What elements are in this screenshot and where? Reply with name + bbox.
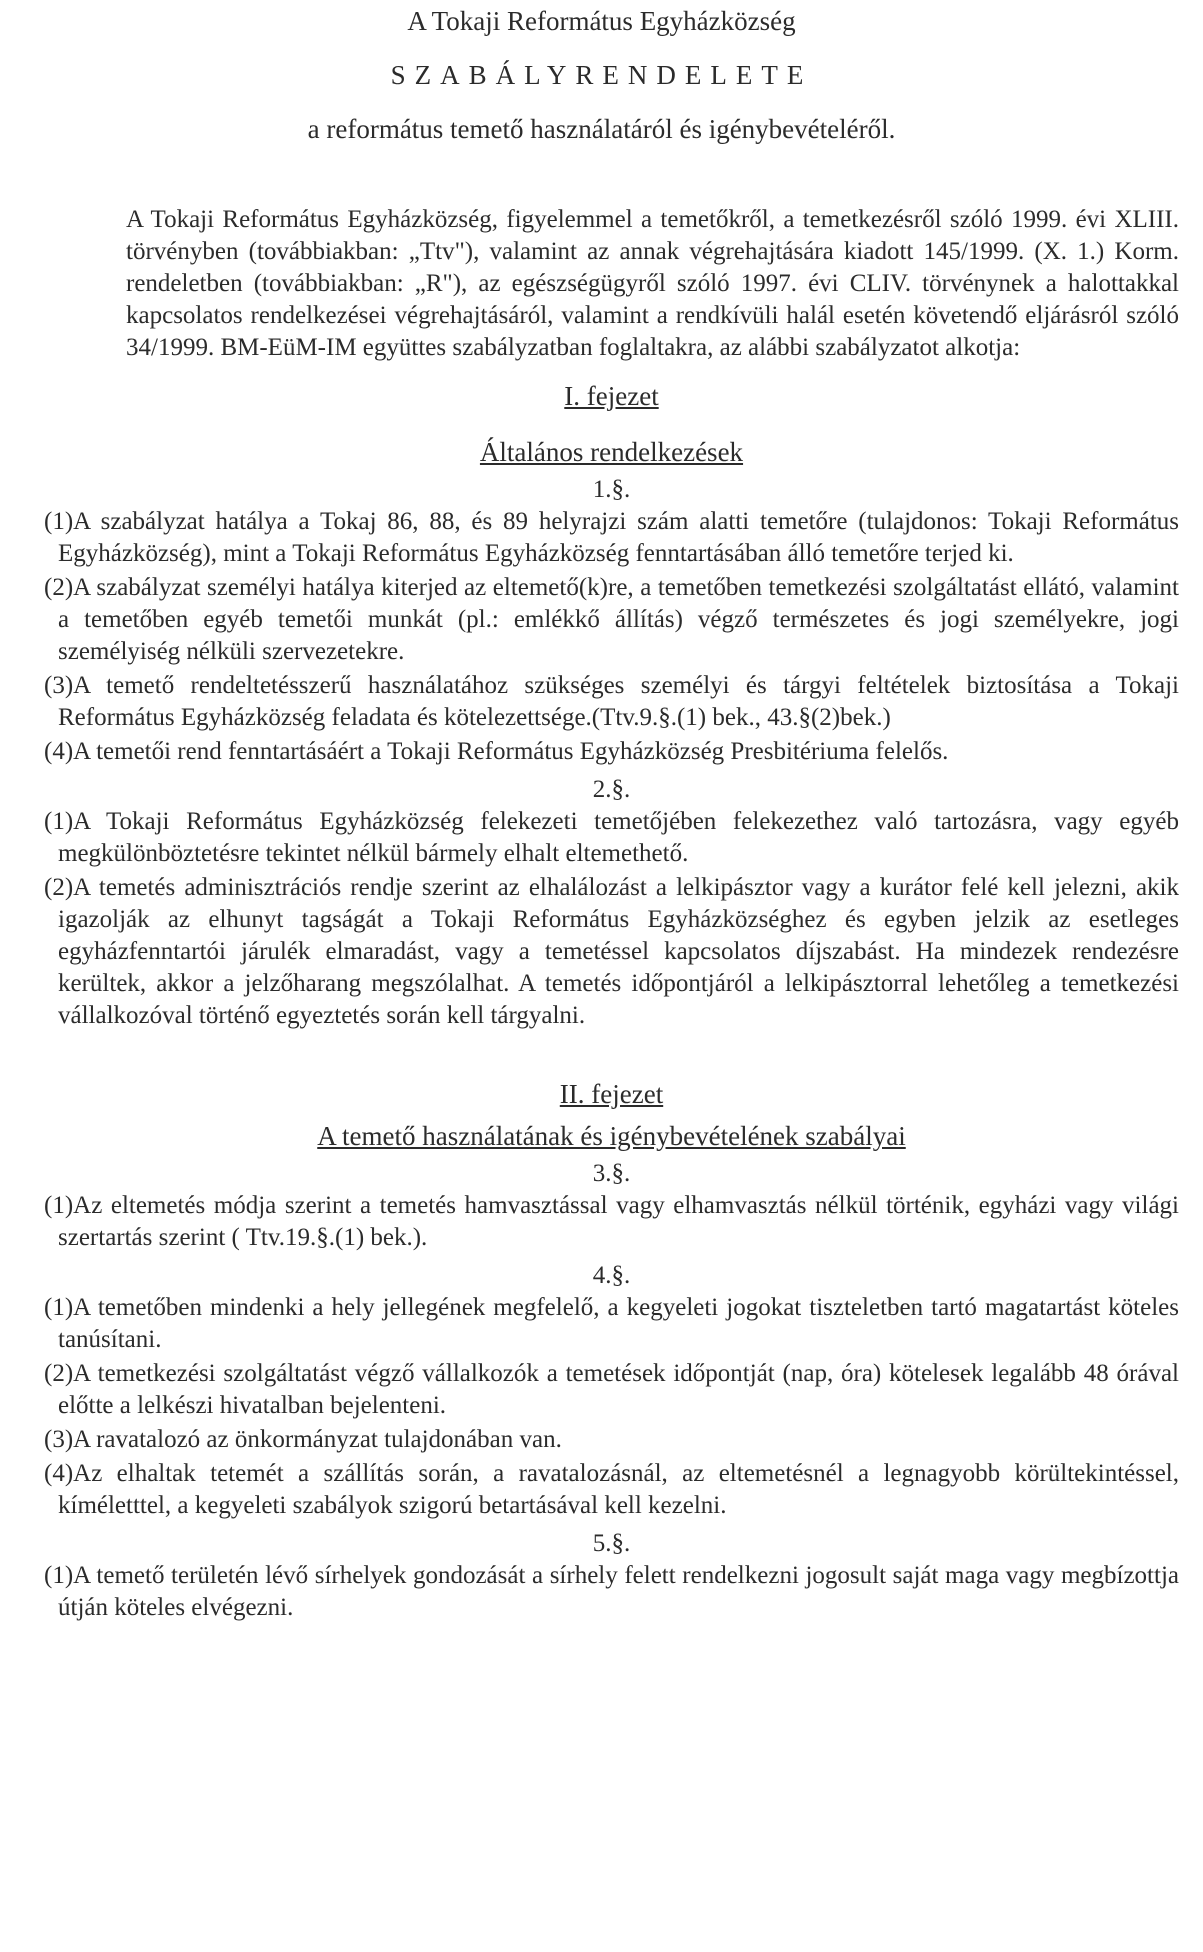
header-regulation-title: SZABÁLYRENDELETE xyxy=(390,60,813,90)
document-body xyxy=(44,380,1179,1624)
preamble: A Tokaji Református Egyházközség, figyelemmel a temetőkről, a temetkezésről szóló 1999. évi XLIII. törvényben (továbbiakban: „Ttv"), valamint az annak végrehajtására kiadott 145/1999. (X. 1.) Korm. rendeletben (továbbiakban: „R"), az egészségügyről szóló 1997. évi CLIV. törvénynek a halottakkal kapcsolatos rendelkezései végrehajtásáról, valamint a rendkívüli halál esetén követendő eljárásról szóló 34/1999. BM-EüM-IM együttes szabályzatban foglaltakra, az alábbi szabályzatot alkotja: xyxy=(126,206,1179,361)
section-5-heading: 5.§. xyxy=(592,1530,631,1557)
section-3-heading: 3.§. xyxy=(592,1160,631,1187)
chapter-1-number: I. fejezet xyxy=(564,381,659,411)
section-5-paragraph-1: (1)A temető területén lévő sírhelyek gondozását a sírhely felett rendelkezni jogosult saját maga vagy megbízottja útján köteles elvégezni. xyxy=(44,1562,1179,1621)
section-1-paragraph-4: (4)A temetői rend fenntartásáért a Tokaji Református Egyházközség Presbitériuma felelős. xyxy=(44,738,949,765)
section-1-heading: 1.§. xyxy=(592,476,631,503)
document-header xyxy=(20,0,1183,144)
chapter-2-title: A temető használatának és igénybevételének szabályai xyxy=(317,1121,906,1151)
section-1-paragraph-1: (1)A szabályzat hatálya a Tokaj 86, 88, és 89 helyrajzi szám alatti temetőre (tulajdonos: Tokaji Református Egyházközség), mint a Tokaji Református Egyházközség fenntartásában álló temetőre terjed ki. xyxy=(44,508,1179,567)
chapter-1-title: Általános rendelkezések xyxy=(479,437,744,467)
section-4-paragraph-3: (3)A ravatalozó az önkormányzat tulajdonában van. xyxy=(44,1426,562,1453)
section-2-paragraph-2: (2)A temetés adminisztrációs rendje szerint az elhalálozást a lelkipásztor vagy a kurátor felé kell jelezni, akik igazolják az elhunyt tagságát a Tokaji Református Egyházközséghez és egyben jelzik az esetleges egyházfenntartói járulék elmaradást, vagy a temetéssel kapcsolatos díjszabást. Ha mindezek rendezésre kerültek, akkor a jelzőharang megszólalhat. A temetés időpontjáról a lelkipásztorral lehetőleg a temetkezési vállalkozóval történő egyeztetés során kell tárgyalni. xyxy=(44,874,1179,1029)
chapter-2-number: II. fejezet xyxy=(559,1079,664,1109)
section-1-paragraph-2: (2)A szabályzat személyi hatálya kiterjed az eltemető(k)re, a temetőben temetkezési szolgáltatást ellátó, valamint a temetőben egyéb temetői munkát (pl.: emlékkő állítás) végző természetes és jogi személyekre, jogi személyiség nélküli szervezetekre. xyxy=(44,574,1179,665)
section-2-heading: 2.§. xyxy=(592,776,631,803)
section-3-paragraph-1: (1)Az eltemetés módja szerint a temetés hamvasztással vagy elhamvasztás nélkül történik, egyházi vagy világi szertartás szerint ( Ttv.19.§.(1) bek.). xyxy=(44,1192,1179,1251)
section-2-paragraph-1: (1)A Tokaji Református Egyházközség felekezeti temetőjében felekezethez való tartozásra, vagy egyéb megkülönböztetésre tekintet nélkül bármely elhalt eltemethető. xyxy=(44,808,1179,867)
section-1-paragraph-3: (3)A temető rendeltetésszerű használatához szükséges személyi és tárgyi feltételek biztosítása a Tokaji Református Egyházközség feladata és kötelezettsége.(Ttv.9.§.(1) bek., 43.§(2)bek.) xyxy=(44,672,1179,731)
section-4-paragraph-2: (2)A temetkezési szolgáltatást végző vállalkozók a temetések időpontját (nap, óra) kötelesek legalább 48 órával előtte a lelkészi hivatalban bejelenteni. xyxy=(44,1360,1179,1419)
header-congregation: A Tokaji Református Egyházközség xyxy=(407,6,796,36)
section-4-heading: 4.§. xyxy=(592,1262,631,1289)
header-subject: a református temető használatáról és igénybevételéről. xyxy=(307,114,896,144)
section-4-paragraph-4: (4)Az elhaltak tetemét a szállítás során, a ravatalozásnál, az eltemetésnél a legnagyobb körültekintéssel, kíméletttel, a kegyeleti szabályok szigorú betartásával kell kezelni. xyxy=(44,1460,1179,1519)
section-4-paragraph-1: (1)A temetőben mindenki a hely jellegének megfelelő, a kegyeleti jogokat tiszteletben tartó magatartást köteles tanúsítani. xyxy=(44,1294,1179,1353)
